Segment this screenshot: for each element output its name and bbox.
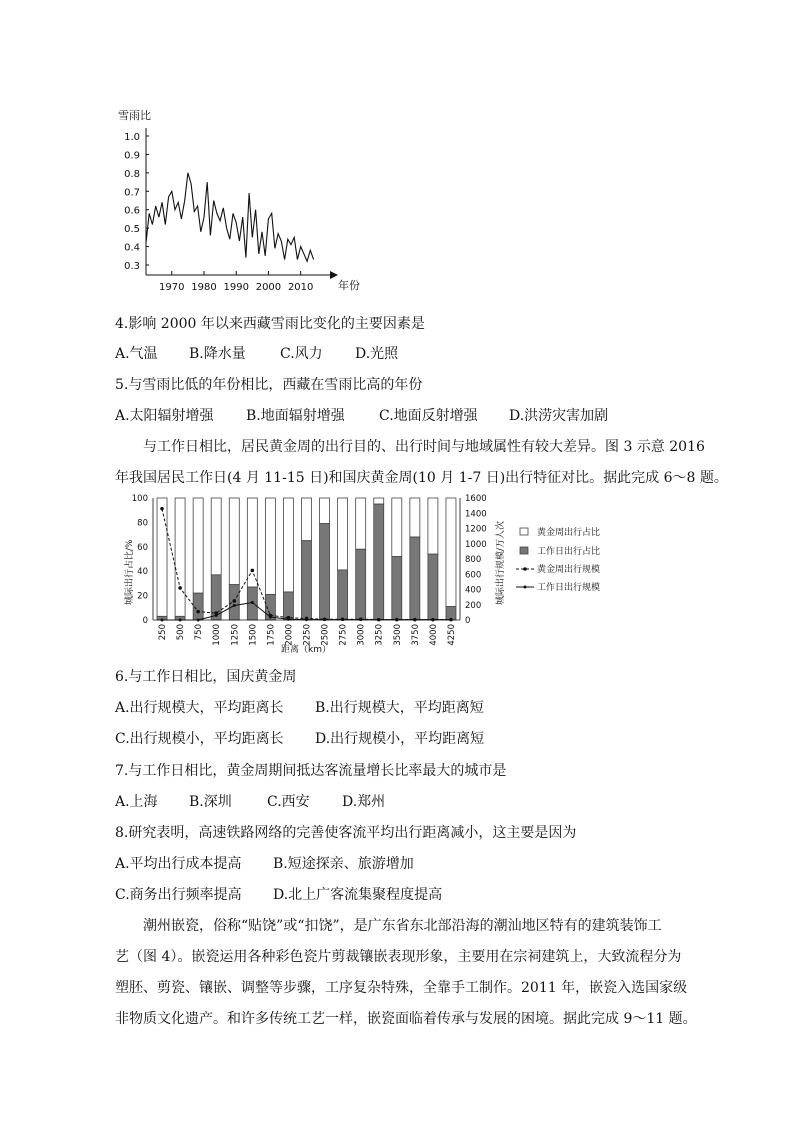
left-tick-label: 100 <box>131 494 148 504</box>
q6-option-b[interactable]: B.出行规模大，平均距离短 <box>315 700 484 716</box>
legend-swatch-golden-week-share <box>520 528 528 535</box>
chart-legend <box>516 526 600 593</box>
y-tick-label: 0.3 <box>124 261 140 272</box>
x-tick-label: 1250 <box>230 624 241 646</box>
x-axis-arrow <box>330 271 338 279</box>
left-tick-label: 20 <box>137 591 148 602</box>
y-tick-label: 0.6 <box>124 205 140 217</box>
x-tick-label: 2250 <box>302 624 313 646</box>
point-golden-week-volume <box>178 586 182 590</box>
right-tick-label: 1000 <box>465 539 487 550</box>
right-tick-label: 1400 <box>465 509 487 520</box>
bar-workday-share <box>374 504 384 620</box>
intro-1-line-2: 年我国居民工作日(4 月 11-15 日)和国庆黄金周(10 月 1-7 日)出行特征对比。据此完成 6～8 题。 <box>115 470 728 486</box>
x-tick-label: 2750 <box>338 624 349 646</box>
right-tick-label: 0 <box>465 616 471 626</box>
snow-rain-ratio-series <box>146 173 314 261</box>
intro-2-line-4: 非物质文化遗产。和许多传统工艺一样，嵌瓷面临着传承与发展的困境。据此完成 9～11 题。 <box>115 1011 697 1027</box>
right-axis-label: 城际出行规模/万人次 <box>496 520 506 605</box>
bar-golden-week-share <box>338 498 348 570</box>
q8-option-c[interactable]: C.商务出行频率提高 <box>115 887 242 903</box>
left-axis-label: 城际出行占比/% <box>125 539 135 605</box>
q5-option-b[interactable]: B.地面辐射增强 <box>246 408 345 424</box>
bar-workday-share <box>320 524 330 620</box>
bar-golden-week-share <box>157 498 167 616</box>
x-tick-label: 3250 <box>374 624 385 646</box>
bar-golden-week-share <box>175 498 185 616</box>
q4-option-c[interactable]: C.风力 <box>280 346 323 362</box>
q6-option-a[interactable]: A.出行规模大，平均距离长 <box>115 700 284 716</box>
bar-golden-week-share <box>374 498 384 504</box>
x-tick-label: 500 <box>176 624 187 641</box>
y-tick-label: 0.7 <box>124 187 140 199</box>
question-6-stem: 6.与工作日相比，国庆黄金周 <box>115 669 297 685</box>
right-tick-label: 200 <box>465 600 482 611</box>
intro-1-line-1: 与工作日相比，居民黄金周的出行目的、出行时间与地域属性有较大差异。图 3 示意 2016 <box>143 439 705 455</box>
x-tick-label: 2500 <box>320 624 331 646</box>
question-4-options <box>115 343 398 363</box>
bar-workday-share <box>428 554 438 620</box>
travel-comparison-chart <box>110 490 690 658</box>
bar-golden-week-share <box>265 498 275 594</box>
point-workday-volume <box>215 614 218 617</box>
question-5-options <box>115 405 608 425</box>
bar-workday-share <box>410 537 420 620</box>
intro-2-line-3: 塑胚、剪瓷、镶嵌、调整等步骤，工序复杂特殊，全靠手工制作。2011 年，嵌瓷入选国家级 <box>115 980 688 996</box>
point-golden-week-volume <box>160 507 164 511</box>
legend-label: 黄金周出行占比 <box>537 528 601 538</box>
right-tick-label: 800 <box>465 555 482 565</box>
y-tick-label: 1.0 <box>124 132 140 143</box>
question-8-options-row1 <box>115 853 414 873</box>
x-tick-label: 3500 <box>392 624 403 646</box>
legend-label: 工作日出行占比 <box>537 547 601 557</box>
right-tick-label: 1600 <box>465 494 487 504</box>
snow-rain-ratio-chart <box>110 100 370 295</box>
bar-golden-week-share <box>193 498 203 593</box>
x-tick-label: 750 <box>194 624 205 641</box>
bar-golden-week-share <box>410 498 420 537</box>
x-tick-label: 1500 <box>248 624 259 646</box>
point-workday-volume <box>251 601 254 604</box>
bar-workday-share <box>283 592 293 620</box>
q7-option-a[interactable]: A.上海 <box>115 794 158 810</box>
question-8-stem: 8.研究表明，高速铁路网络的完善使客流平均出行距离减小，这主要是因为 <box>115 825 577 841</box>
left-tick-label: 0 <box>142 616 148 626</box>
legend-swatch-workday-share <box>520 547 528 554</box>
bar-golden-week-share <box>356 498 366 549</box>
bar-golden-week-share <box>283 498 293 592</box>
x-tick-label: 4250 <box>446 624 457 646</box>
y-tick-label: 0.8 <box>124 168 140 180</box>
q4-option-b[interactable]: B.降水量 <box>189 346 246 362</box>
x-tick-label: 250 <box>158 624 169 641</box>
q8-option-a[interactable]: A.平均出行成本提高 <box>115 856 242 872</box>
right-tick-label: 600 <box>465 570 482 581</box>
left-tick-label: 60 <box>137 542 148 553</box>
bar-golden-week-share <box>211 498 221 575</box>
bar-workday-share <box>338 570 348 620</box>
q7-option-c[interactable]: C.西安 <box>267 794 310 810</box>
x-tick-label: 2000 <box>284 624 295 646</box>
bar-workday-share <box>193 593 203 620</box>
bar-golden-week-share <box>302 498 312 541</box>
q6-option-d[interactable]: D.出行规模小，平均距离短 <box>315 731 485 747</box>
x-tick-label: 4000 <box>428 624 439 646</box>
point-workday-volume <box>269 615 272 618</box>
point-golden-week-volume <box>232 599 236 603</box>
bar-golden-week-share <box>428 498 438 554</box>
bar-golden-week-share <box>446 498 456 607</box>
bar-golden-week-share <box>247 498 257 587</box>
q5-option-d[interactable]: D.洪涝灾害加剧 <box>509 408 609 424</box>
q4-option-d[interactable]: D.光照 <box>355 346 399 362</box>
x-tick-label: 1000 <box>212 624 223 646</box>
q5-option-a[interactable]: A.太阳辐射增强 <box>115 408 214 424</box>
bar-golden-week-share <box>392 498 402 557</box>
right-tick-label: 1200 <box>465 524 487 535</box>
question-6-options-row1 <box>115 697 484 717</box>
y-axis-label: 雪雨比 <box>118 109 151 122</box>
bar-workday-share <box>302 541 312 620</box>
question-8-options-row2 <box>115 884 442 904</box>
legend-label: 工作日出行规模 <box>537 583 601 593</box>
x-tick-label: 1980 <box>191 282 217 293</box>
point-golden-week-volume <box>196 610 200 614</box>
q8-option-b[interactable]: B.短途探亲、旅游增加 <box>273 856 414 872</box>
y-tick-label: 0.5 <box>124 224 140 236</box>
x-axis-label: 年份 <box>338 279 360 292</box>
bar-golden-week-share <box>320 498 330 524</box>
x-tick-label: 2000 <box>255 282 282 293</box>
legend-label: 黄金周出行规模 <box>537 565 601 575</box>
q6-option-c[interactable]: C.出行规模小，平均距离长 <box>115 731 284 747</box>
x-tick-label: 1990 <box>223 282 249 293</box>
question-5-stem: 5.与雪雨比低的年份相比，西藏在雪雨比高的年份 <box>115 377 423 393</box>
bar-workday-share <box>356 549 366 620</box>
x-axis-label: 距离（km） <box>281 645 331 655</box>
x-tick-label: 3000 <box>356 624 367 646</box>
point-workday-volume <box>233 604 236 607</box>
q8-option-d[interactable]: D.北上广客流集聚程度提高 <box>273 887 443 903</box>
x-tick-label: 2010 <box>287 282 314 293</box>
legend-marker-golden-week-volume <box>523 567 527 571</box>
intro-2-line-2: 艺（图 4）。嵌瓷运用各种彩色瓷片剪裁镶嵌表现形象，主要用在宗祠建筑上，大致流程分为 <box>115 949 682 965</box>
q4-option-a[interactable]: A.气温 <box>115 346 158 362</box>
question-7-options <box>115 791 385 811</box>
left-tick-label: 80 <box>137 518 148 529</box>
bar-workday-share <box>392 557 402 620</box>
q7-option-d[interactable]: D.郑州 <box>342 794 386 810</box>
x-tick-label: 1750 <box>266 624 277 646</box>
bar-golden-week-share <box>229 498 239 585</box>
left-tick-label: 40 <box>137 567 148 578</box>
right-tick-label: 400 <box>465 585 482 596</box>
y-tick-label: 0.4 <box>124 242 140 254</box>
x-tick-label: 1970 <box>159 282 185 293</box>
x-tick-label: 3750 <box>410 624 421 646</box>
question-7-stem: 7.与工作日相比，黄金周期间抵达客流量增长比率最大的城市是 <box>115 763 507 779</box>
q5-option-c[interactable]: C.地面反射增强 <box>379 408 478 424</box>
y-tick-label: 0.9 <box>124 150 140 162</box>
q7-option-b[interactable]: B.深圳 <box>189 794 232 810</box>
question-6-options-row2 <box>115 728 484 748</box>
intro-2-line-1: 潮州嵌瓷，俗称“贴饶”或“扣饶”，是广东省东北部沿海的潮汕地区特有的建筑装饰工 <box>143 918 662 934</box>
legend-marker-workday-volume <box>524 586 527 589</box>
point-golden-week-volume <box>251 569 255 573</box>
question-4-stem: 4.影响 2000 年以来西藏雪雨比变化的主要因素是 <box>115 316 425 332</box>
